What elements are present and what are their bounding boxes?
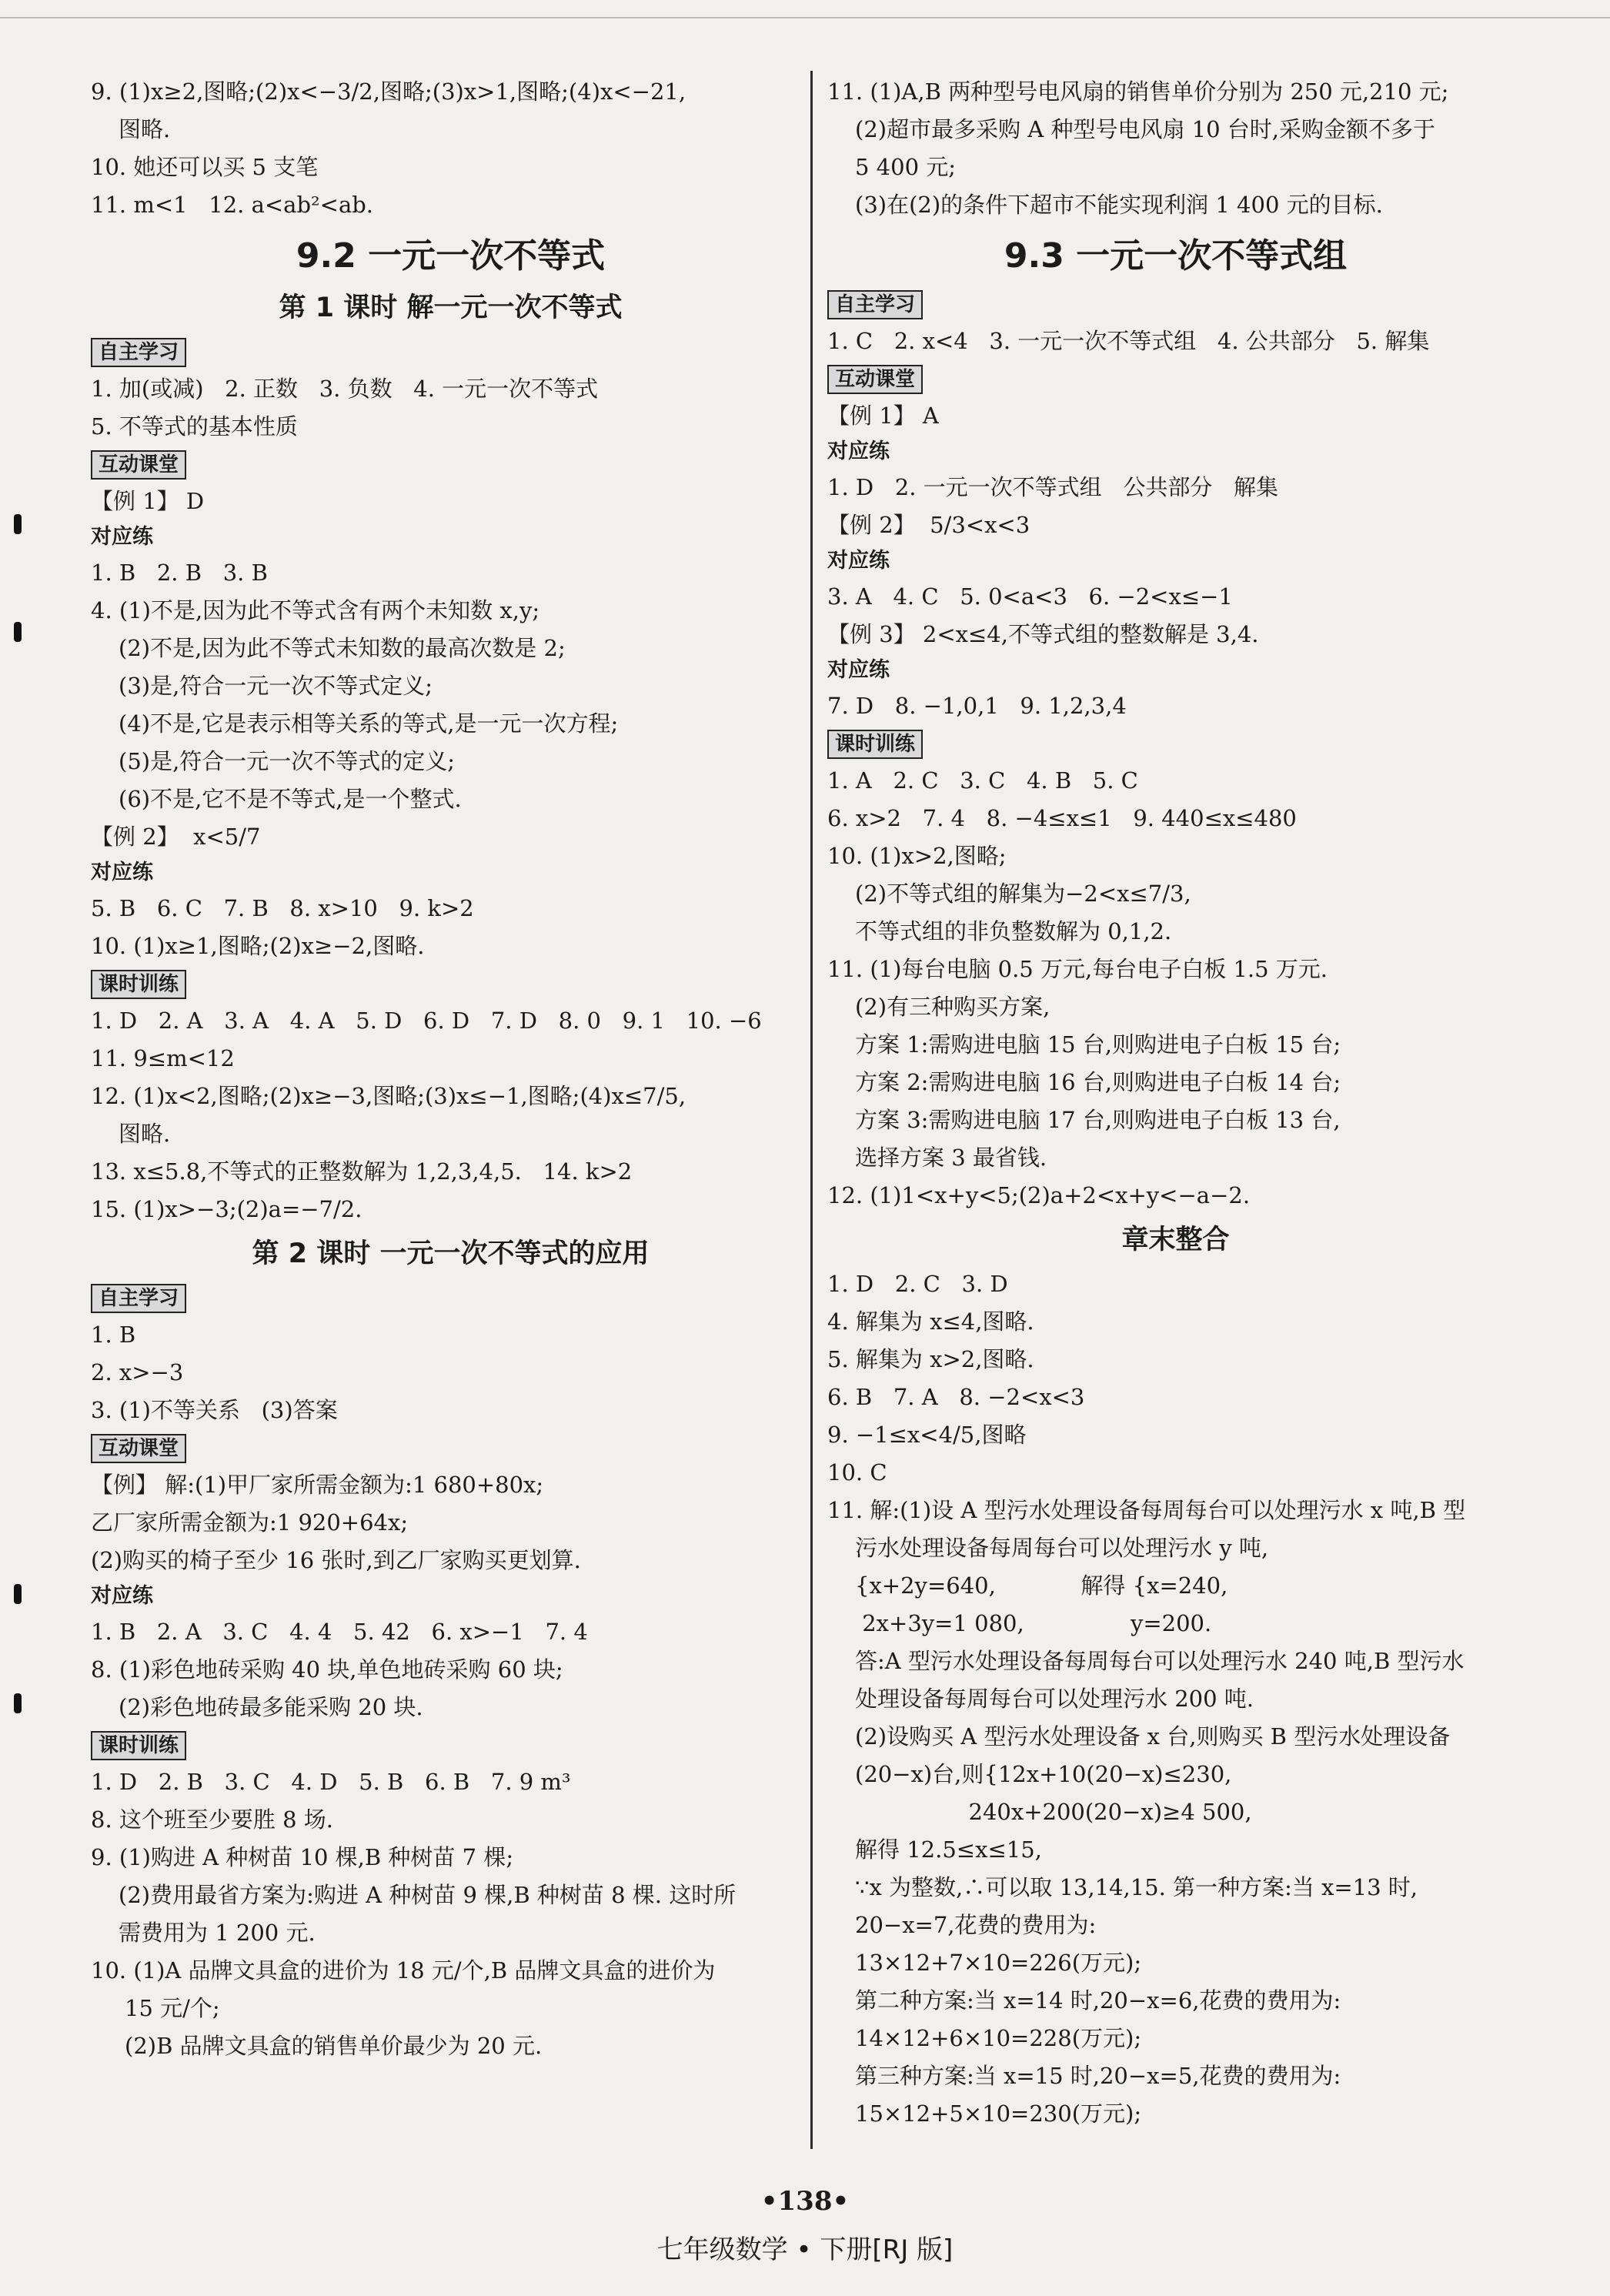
answer-line: 14×12+6×10=228(万元); (855, 2025, 1142, 2051)
lesson-title: 第 2 课时 一元一次不等式的应用 (252, 1238, 650, 1269)
answer-line: 方案 2:需购进电脑 16 台,则购进电子白板 14 台; (855, 1069, 1341, 1095)
answer-line: 6. B 7. A 8. −2<x<3 (827, 1384, 1085, 1410)
answer-line: 12. (1)x<2,图略;(2)x≥−3,图略;(3)x≤−1,图略;(4)x≤7/5, (91, 1083, 686, 1109)
answer-line: 污水处理设备每周每台可以处理污水 y 吨, (855, 1535, 1269, 1561)
scan-mark (14, 1584, 22, 1604)
page-number: •138• (760, 2186, 850, 2217)
answer-line: 10. (1)x≥1,图略;(2)x≥−2,图略. (91, 933, 425, 959)
lesson-title: 第 1 课时 解一元一次不等式 (279, 292, 623, 323)
answer-line: 【例 1】 D (91, 488, 205, 514)
answer-line: 10. (1)A 品牌文具盒的进价为 18 元/个,B 品牌文具盒的进价为 (91, 1957, 716, 1984)
answer-line: 答:A 型污水处理设备每周每台可以处理污水 240 吨,B 型污水 (855, 1648, 1465, 1674)
answer-line: 10. (1)x>2,图略; (827, 843, 1007, 869)
answer-line: 1. 加(或减) 2. 正数 3. 负数 4. 一元一次不等式 (91, 376, 599, 402)
answer-line: 8. (1)彩色地砖采购 40 块,单色地砖采购 60 块; (91, 1656, 563, 1683)
practice-label: 对应练 (91, 525, 153, 549)
left-column (91, 73, 810, 2065)
answer-line: 3. A 4. C 5. 0<a<3 6. −2<x≤−1 (827, 583, 1233, 610)
answer-line: 1. B 2. A 3. C 4. 4 5. 42 6. x>−1 7. 4 (91, 1619, 588, 1645)
answer-line: (2)不等式组的解集为−2<x≤7/3, (855, 881, 1191, 907)
answer-line: 11. (1)每台电脑 0.5 万元,每台电子白板 1.5 万元. (827, 956, 1328, 982)
answer-line: 1. B 2. B 3. B (91, 560, 268, 586)
scan-mark (14, 1693, 22, 1713)
answer-line: 【例 2】 5/3<x<3 (827, 512, 1030, 538)
answer-line: (2)B 品牌文具盒的销售单价最少为 20 元. (125, 2033, 543, 2059)
section-tag: 互动课堂 (827, 365, 923, 394)
answer-line: 【例 1】 A (827, 403, 939, 429)
answer-line: 4. 解集为 x≤4,图略. (827, 1308, 1034, 1335)
answer-line: 1. B (91, 1322, 136, 1348)
answer-line: ∵x 为整数,∴可以取 13,14,15. 第一种方案:当 x=13 时, (855, 1874, 1418, 1900)
answer-line: 方案 3:需购进电脑 17 台,则购进电子白板 13 台, (855, 1107, 1341, 1133)
section-tag: 互动课堂 (91, 1434, 186, 1463)
tag-row (91, 1726, 810, 1763)
section-tag: 自主学习 (91, 1284, 186, 1313)
answer-line: 4. (1)不是,因为此不等式含有两个未知数 x,y; (91, 597, 540, 623)
tag-row (827, 360, 1524, 397)
tag-row (91, 1429, 810, 1466)
answer-line: 1. A 2. C 3. C 4. B 5. C (827, 767, 1138, 794)
column-divider (810, 71, 813, 2149)
answer-line: 10. C (827, 1459, 887, 1486)
answer-line: 9. −1≤x<4/5,图略 (827, 1422, 1027, 1448)
answer-line: 【例 3】 2<x≤4,不等式组的整数解是 3,4. (827, 621, 1259, 647)
answer-line: 2. x>−3 (91, 1359, 184, 1385)
answer-line: 5. 不等式的基本性质 (91, 413, 298, 439)
answer-line: 图略. (119, 1121, 171, 1147)
scan-edge-line (0, 17, 1610, 18)
answer-line: 【例】 解:(1)甲厂家所需金额为:1 680+80x; (91, 1472, 544, 1498)
section-tag: 自主学习 (91, 338, 186, 367)
answer-line: {x+2y=640, 解得 {x=240, (855, 1572, 1228, 1599)
answer-line: 15 元/个; (125, 1995, 220, 2021)
answer-line: 1. D 2. C 3. D (827, 1271, 1008, 1297)
answer-line: 15×12+5×10=230(万元); (855, 2100, 1142, 2127)
answer-line: 9. (1)x≥2,图略;(2)x<−3/2,图略;(3)x>1,图略;(4)x<−21, (91, 79, 686, 105)
right-column (827, 73, 1524, 2133)
answer-line: (2)购买的椅子至少 16 张时,到乙厂家购买更划算. (91, 1547, 581, 1573)
answer-line: (2)有三种购买方案, (855, 994, 1051, 1020)
answer-line: 2x+3y=1 080, y=200. (855, 1610, 1212, 1636)
lesson-title: 章末整合 (1121, 1225, 1230, 1255)
answer-line: (6)不是,它不是不等式,是一个整式. (119, 786, 462, 812)
answer-line: (3)是,符合一元一次不等式定义; (119, 673, 433, 699)
answer-line: 7. D 8. −1,0,1 9. 1,2,3,4 (827, 693, 1127, 719)
tag-row (91, 333, 810, 370)
scan-mark (14, 622, 22, 642)
answer-line: 5 400 元; (855, 154, 957, 180)
answer-line: 方案 1:需购进电脑 15 台,则购进电子白板 15 台; (855, 1031, 1341, 1058)
answer-line: 8. 这个班至少要胜 8 场. (91, 1806, 333, 1833)
section-tag: 课时训练 (91, 970, 186, 999)
answer-line: 第三种方案:当 x=15 时,20−x=5,花费的费用为: (855, 2063, 1341, 2089)
section-tag: 互动课堂 (91, 450, 186, 480)
answer-line: 5. B 6. C 7. B 8. x>10 9. k>2 (91, 895, 474, 921)
scan-mark (14, 514, 22, 534)
tag-row (827, 286, 1524, 323)
section-tag: 课时训练 (91, 1731, 186, 1760)
section-title: 9.2 一元一次不等式 (296, 236, 606, 276)
answer-line: 240x+200(20−x)≥4 500, (855, 1799, 1252, 1825)
answer-line: 9. (1)购进 A 种树苗 10 棵,B 种树苗 7 棵; (91, 1844, 514, 1870)
answer-line: 需费用为 1 200 元. (119, 1920, 316, 1946)
answer-line: 1. D 2. A 3. A 4. A 5. D 6. D 7. D 8. 0 9. 1 10. −6 (91, 1008, 762, 1034)
answer-line: 20−x=7,花费的费用为: (855, 1912, 1097, 1938)
answer-line: 13×12+7×10=226(万元); (855, 1950, 1142, 1976)
tag-row (91, 965, 810, 1002)
practice-label: 对应练 (827, 549, 890, 573)
answer-line: 【例 2】 x<5/7 (91, 824, 261, 850)
book-title: 七年级数学 • 下册[RJ 版] (656, 2234, 954, 2265)
answer-line: (5)是,符合一元一次不等式的定义; (119, 748, 456, 774)
answer-line: (3)在(2)的条件下超市不能实现利润 1 400 元的目标. (855, 192, 1383, 218)
section-tag: 自主学习 (827, 290, 923, 319)
practice-label: 对应练 (91, 1584, 153, 1608)
answer-line: 1. D 2. B 3. C 4. D 5. B 6. B 7. 9 m³ (91, 1769, 571, 1795)
section-title: 9.3 一元一次不等式组 (1004, 236, 1348, 276)
answer-line: (2)彩色地砖最多能采购 20 块. (119, 1694, 423, 1720)
answer-line: 处理设备每周每台可以处理污水 200 吨. (855, 1686, 1254, 1712)
answer-line: 第二种方案:当 x=14 时,20−x=6,花费的费用为: (855, 1987, 1341, 2014)
answer-line: 11. 解:(1)设 A 型污水处理设备每周每台可以处理污水 x 吨,B 型 (827, 1497, 1466, 1523)
section-tag: 课时训练 (827, 730, 923, 759)
answer-line: (2)超市最多采购 A 种型号电风扇 10 台时,采购金额不多于 (855, 116, 1436, 142)
answer-line: 不等式组的非负整数解为 0,1,2. (855, 918, 1172, 944)
answer-line: 5. 解集为 x>2,图略. (827, 1346, 1034, 1372)
answer-line: (4)不是,它是表示相等关系的等式,是一元一次方程; (119, 710, 619, 737)
answer-line: 解得 12.5≤x≤15, (855, 1836, 1042, 1863)
answer-line: 11. (1)A,B 两种型号电风扇的销售单价分别为 250 元,210 元; (827, 79, 1449, 105)
tag-row (827, 725, 1524, 762)
answer-line: 1. C 2. x<4 3. 一元一次不等式组 4. 公共部分 5. 解集 (827, 328, 1430, 354)
answer-line: (20−x)台,则{12x+10(20−x)≤230, (855, 1761, 1232, 1787)
answer-line: 11. m<1 12. a<ab²<ab. (91, 192, 374, 218)
answer-line: 11. 9≤m<12 (91, 1045, 235, 1071)
answer-line: 3. (1)不等关系 (3)答案 (91, 1397, 338, 1423)
answer-line: 13. x≤5.8,不等式的正整数解为 1,2,3,4,5. 14. k>2 (91, 1158, 633, 1185)
answer-line: 10. 她还可以买 5 支笔 (91, 154, 319, 180)
answer-line: 12. (1)1<x+y<5;(2)a+2<x+y<−a−2. (827, 1182, 1251, 1208)
answer-line: 1. D 2. 一元一次不等式组 公共部分 解集 (827, 474, 1278, 500)
answer-line: (2)不是,因为此不等式未知数的最高次数是 2; (119, 635, 566, 661)
answer-line: 乙厂家所需金额为:1 920+64x; (91, 1509, 409, 1536)
answer-line: 15. (1)x>−3;(2)a=−7/2. (91, 1196, 362, 1222)
practice-label: 对应练 (91, 861, 153, 884)
tag-row (91, 446, 810, 483)
answer-line: 图略. (119, 116, 171, 142)
answer-line: (2)设购买 A 型污水处理设备 x 台,则购买 B 型污水处理设备 (855, 1723, 1451, 1750)
practice-label: 对应练 (827, 439, 890, 463)
practice-label: 对应练 (827, 658, 890, 682)
tag-row (91, 1279, 810, 1316)
answer-line: 选择方案 3 最省钱. (855, 1145, 1047, 1171)
answer-line: (2)费用最省方案为:购进 A 种树苗 9 棵,B 种树苗 8 棵. 这时所 (119, 1882, 737, 1908)
answer-line: 6. x>2 7. 4 8. −4≤x≤1 9. 440≤x≤480 (827, 805, 1297, 831)
